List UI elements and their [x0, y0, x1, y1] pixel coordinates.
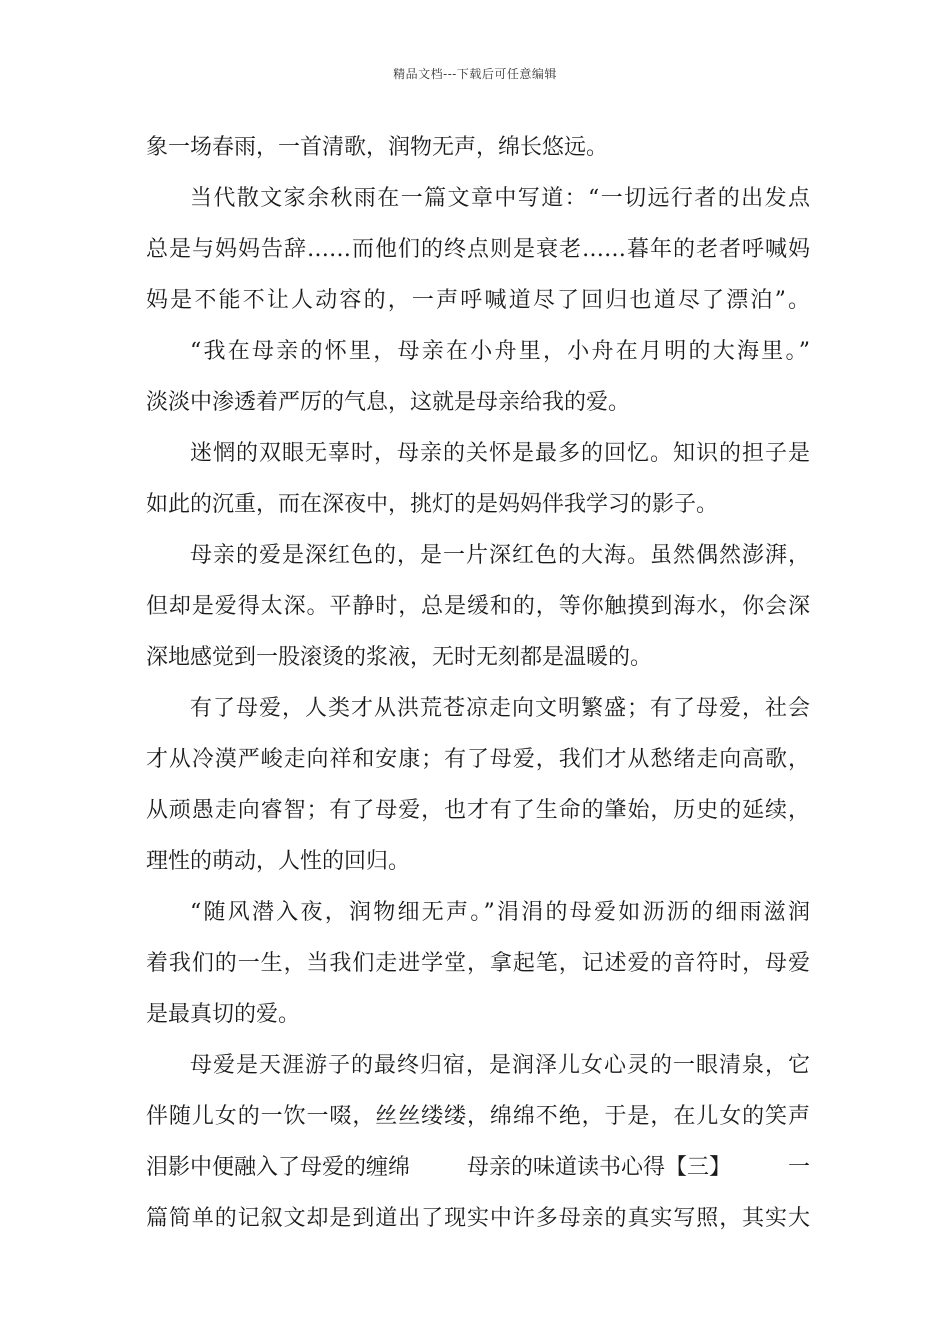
- page-header: 精品文档---下载后可任意编辑: [393, 67, 557, 81]
- text-line: 妈是不能不让人动容的，一声呼喊道尽了回归也道尽了漂泊”。: [146, 288, 810, 313]
- text-line: 但却是爱得太深。平静时，总是缓和的，等你触摸到海水，你会深: [146, 594, 810, 619]
- text-fragment: 泪影中便融入了母爱的缠绵: [146, 1155, 411, 1180]
- text-line: 着我们的一生，当我们走进学堂，拿起笔，记述爱的音符时，母爱: [146, 951, 810, 976]
- text-line: 母爱是天涯游子的最终归宿，是润泽儿女心灵的一眼清泉，它: [190, 1053, 810, 1078]
- text-line: 伴随儿女的一饮一啜，丝丝缕缕，绵绵不绝，于是，在儿女的笑声: [146, 1104, 810, 1129]
- text-fragment: 一: [787, 1155, 810, 1180]
- text-line: 理性的萌动，人性的回归。: [146, 849, 411, 874]
- section-heading: 母亲的味道读书心得【三】: [466, 1155, 731, 1180]
- text-line: 深地感觉到一股滚烫的浆液，无时无刻都是温暖的。: [146, 645, 653, 670]
- text-line: 当代散文家余秋雨在一篇文章中写道：“一切远行者的出发点: [190, 186, 810, 211]
- text-line: 才从冷漠严峻走向祥和安康；有了母爱，我们才从愁绪走向高歌，: [146, 747, 810, 772]
- text-line: 如此的沉重，而在深夜中，挑灯的是妈妈伴我学习的影子。: [146, 492, 719, 517]
- text-line: 总是与妈妈告辞……而他们的终点则是衰老……暮年的老者呼喊妈: [146, 237, 810, 262]
- text-line: 篇简单的记叙文却是到道出了现实中许多母亲的真实写照，其实大: [146, 1206, 810, 1231]
- text-line: “随风潜入夜，润物细无声。”涓涓的母爱如沥沥的细雨滋润: [190, 900, 810, 925]
- text-line: 有了母爱，人类才从洪荒苍凉走向文明繁盛；有了母爱，社会: [190, 696, 810, 721]
- text-line: 母亲的爱是深红色的，是一片深红色的大海。虽然偶然澎湃，: [190, 543, 810, 568]
- text-line: 是最真切的爱。: [146, 1002, 301, 1027]
- text-line-with-heading: [146, 1148, 810, 1199]
- body-text: [146, 128, 810, 1250]
- text-line: 从顽愚走向睿智；有了母爱，也才有了生命的肇始，历史的延续，: [146, 798, 810, 823]
- text-line: “我在母亲的怀里，母亲在小舟里，小舟在月明的大海里。”: [190, 339, 810, 364]
- text-line: 迷惘的双眼无辜时，母亲的关怀是最多的回忆。知识的担子是: [190, 441, 810, 466]
- text-line: 淡淡中渗透着严厉的气息，这就是母亲给我的爱。: [146, 390, 631, 415]
- text-line: 象一场春雨，一首清歌，润物无声，绵长悠远。: [146, 135, 609, 160]
